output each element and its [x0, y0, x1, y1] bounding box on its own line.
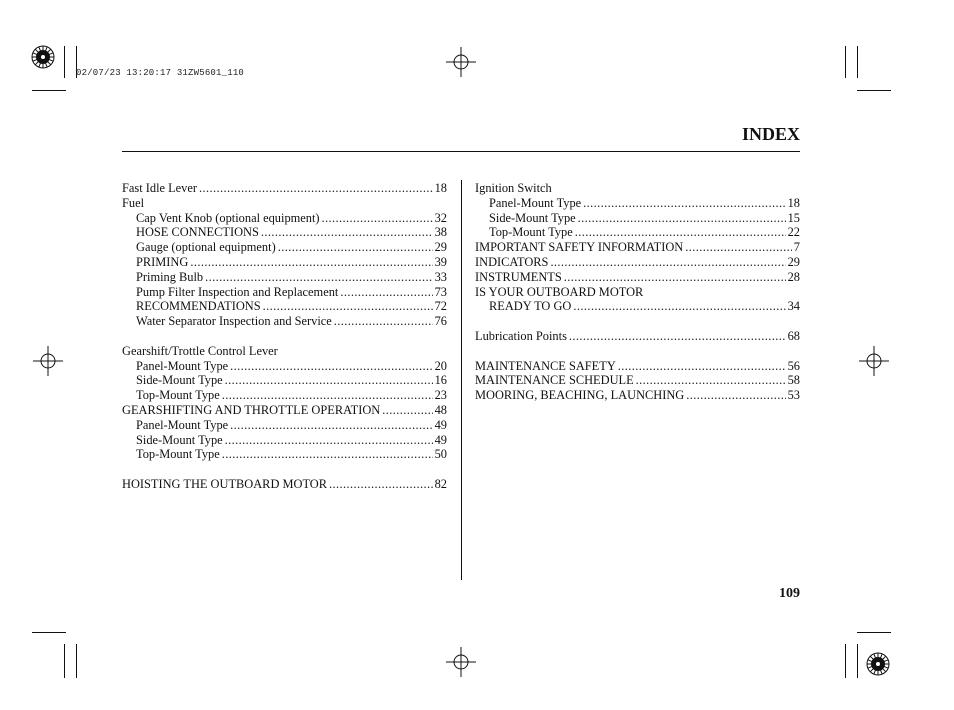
index-entry-label: Side-Mount Type [136, 373, 223, 388]
index-entry-label: Water Separator Inspection and Service [136, 314, 332, 329]
index-entry-page: 73 [434, 284, 447, 299]
index-heading: IS YOUR OUTBOARD MOTOR [475, 284, 644, 299]
index-entry [122, 403, 447, 418]
index-entry-label: Cap Vent Knob (optional equipment) [136, 210, 320, 225]
index-spacer [475, 314, 800, 329]
index-entry-page: 49 [434, 417, 447, 432]
dot-leader [222, 388, 433, 403]
index-entry [122, 373, 447, 388]
index-entry-label: INDICATORS [475, 254, 549, 269]
index-entry [122, 270, 447, 285]
dot-leader [230, 418, 432, 433]
dot-leader [225, 373, 433, 388]
dot-leader [583, 196, 785, 211]
index-entry [122, 447, 447, 462]
dot-leader [618, 359, 786, 374]
index-entry-label: PRIMING [136, 254, 189, 269]
index-entry-label: Pump Filter Inspection and Replacement [136, 284, 339, 299]
column-divider [461, 180, 462, 580]
index-entry [475, 329, 800, 344]
index-entry-page: 34 [787, 299, 800, 314]
page-title: INDEX [741, 124, 800, 144]
index-entry [475, 388, 800, 403]
dot-leader [322, 211, 433, 226]
dot-leader [578, 211, 786, 226]
index-entry [475, 255, 800, 270]
index-entry [122, 255, 447, 270]
crop-mark-top-right-v2 [857, 46, 858, 78]
index-column-left [122, 181, 447, 492]
crop-mark-bottom-right-v2 [857, 644, 858, 678]
index-entry-label: INSTRUMENTS [475, 269, 562, 284]
index-entry-label: Top-Mount Type [136, 447, 220, 462]
index-entry-page: 16 [434, 373, 447, 388]
registration-crosshair-icon [446, 47, 476, 77]
index-entry-page: 38 [434, 225, 447, 240]
crop-mark-top-left-v1 [64, 46, 65, 78]
print-stamp: 02/07/23 13:20:17 31ZW5601_110 [76, 68, 245, 78]
index-entry-label: MOORING, BEACHING, LAUNCHING [475, 388, 685, 403]
dot-leader [261, 225, 433, 240]
dot-leader [205, 270, 432, 285]
dot-leader [550, 255, 785, 270]
index-entry [122, 433, 447, 448]
index-entry [475, 373, 800, 388]
index-entry-page: 28 [787, 269, 800, 284]
index-entry-page: 68 [787, 328, 800, 343]
dot-leader [685, 240, 792, 255]
index-entry-label: GEARSHIFTING AND THROTTLE OPERATION [122, 402, 381, 417]
dot-leader [382, 403, 432, 418]
index-entry [122, 181, 447, 196]
dot-leader [636, 373, 786, 388]
index-entry-label: HOSE CONNECTIONS [136, 225, 259, 240]
dot-leader [569, 329, 786, 344]
index-entry-page: 7 [793, 240, 800, 255]
index-heading: Ignition Switch [475, 181, 552, 195]
crop-mark-bottom-left-v2 [76, 644, 77, 678]
crop-mark-top-left-h [32, 90, 66, 91]
index-entry-page: 82 [434, 476, 447, 491]
index-entry [475, 211, 800, 226]
index-entry [122, 211, 447, 226]
index-entry-page: 20 [434, 358, 447, 373]
registration-crosshair-icon [859, 346, 889, 376]
index-entry-label: Side-Mount Type [136, 432, 223, 447]
index-entry [475, 270, 800, 285]
index-entry-page: 18 [434, 181, 447, 195]
index-entry [122, 418, 447, 433]
title-rule [122, 151, 800, 152]
index-entry-label: Panel-Mount Type [136, 417, 229, 432]
dot-leader [278, 240, 433, 255]
registration-crosshair-icon [33, 346, 63, 376]
index-column-right [475, 181, 800, 403]
index-entry-label: Lubrication Points [475, 328, 567, 343]
dot-leader [199, 181, 433, 196]
index-entry-page: 18 [787, 195, 800, 210]
index-entry-page: 50 [434, 447, 447, 462]
dot-leader [190, 255, 432, 270]
dot-leader [334, 314, 433, 329]
index-entry [475, 240, 800, 255]
index-entry-page: 48 [434, 402, 447, 417]
index-entry-page: 39 [434, 254, 447, 269]
index-entry [475, 359, 800, 374]
index-entry-label: RECOMMENDATIONS [136, 299, 261, 314]
index-entry-page: 32 [434, 210, 447, 225]
dot-leader [686, 388, 785, 403]
index-entry-page: 49 [434, 432, 447, 447]
index-entry-page: 72 [434, 299, 447, 314]
index-entry-page: 23 [434, 388, 447, 403]
index-entry-label: Top-Mount Type [489, 225, 573, 240]
index-entry-label: MAINTENANCE SAFETY [475, 358, 616, 373]
index-entry [122, 225, 447, 240]
page-number: 109 [779, 586, 800, 601]
index-heading: Fuel [122, 195, 145, 210]
index-entry [122, 314, 447, 329]
crop-mark-bottom-right-h [857, 632, 891, 633]
index-entry [122, 359, 447, 374]
index-entry-label: Priming Bulb [136, 269, 204, 284]
dot-leader [263, 299, 433, 314]
crop-mark-top-right-h [857, 90, 891, 91]
crop-mark-bottom-left-v1 [64, 644, 65, 678]
index-entry-page: 56 [787, 358, 800, 373]
index-entry-label: Panel-Mount Type [136, 358, 229, 373]
dot-leader [225, 433, 433, 448]
index-heading: Gearshift/Trottle Control Lever [122, 343, 278, 358]
index-entry [475, 299, 800, 314]
index-entry-page: 29 [434, 240, 447, 255]
index-entry [122, 240, 447, 255]
index-entry-label: HOISTING THE OUTBOARD MOTOR [122, 476, 328, 491]
index-entry-label: Side-Mount Type [489, 210, 576, 225]
index-entry-page: 53 [787, 388, 800, 403]
registration-starburst-icon [31, 45, 55, 69]
index-entry-label: Top-Mount Type [136, 388, 220, 403]
dot-leader [564, 270, 786, 285]
index-entry [475, 225, 800, 240]
dot-leader [340, 285, 432, 300]
dot-leader [230, 359, 432, 374]
index-entry-label: IMPORTANT SAFETY INFORMATION [475, 240, 684, 255]
crop-mark-top-right-v1 [845, 46, 846, 78]
index-entry [122, 285, 447, 300]
index-entry-label: Panel-Mount Type [489, 195, 582, 210]
dot-leader [222, 447, 433, 462]
index-entry-page: 15 [787, 210, 800, 225]
dot-leader [575, 225, 786, 240]
index-entry-page: 22 [787, 225, 800, 240]
crop-mark-bottom-left-h [32, 632, 66, 633]
registration-crosshair-icon [446, 647, 476, 677]
index-entry [122, 388, 447, 403]
index-spacer [475, 344, 800, 359]
index-entry [122, 477, 447, 492]
index-entry [475, 196, 800, 211]
registration-starburst-icon [866, 652, 890, 676]
index-entry-page: 58 [787, 373, 800, 388]
index-entry-label: MAINTENANCE SCHEDULE [475, 373, 634, 388]
dot-leader [573, 299, 785, 314]
index-entry-page: 33 [434, 269, 447, 284]
index-entry-page: 29 [787, 254, 800, 269]
index-entry-label: READY TO GO [489, 299, 572, 314]
crop-mark-bottom-right-v1 [845, 644, 846, 678]
index-spacer [122, 329, 447, 344]
index-spacer [122, 462, 447, 477]
index-entry [122, 299, 447, 314]
index-entry-page: 76 [434, 314, 447, 329]
index-entry-label: Fast Idle Lever [122, 181, 198, 195]
dot-leader [329, 477, 433, 492]
index-entry-label: Gauge (optional equipment) [136, 240, 276, 255]
